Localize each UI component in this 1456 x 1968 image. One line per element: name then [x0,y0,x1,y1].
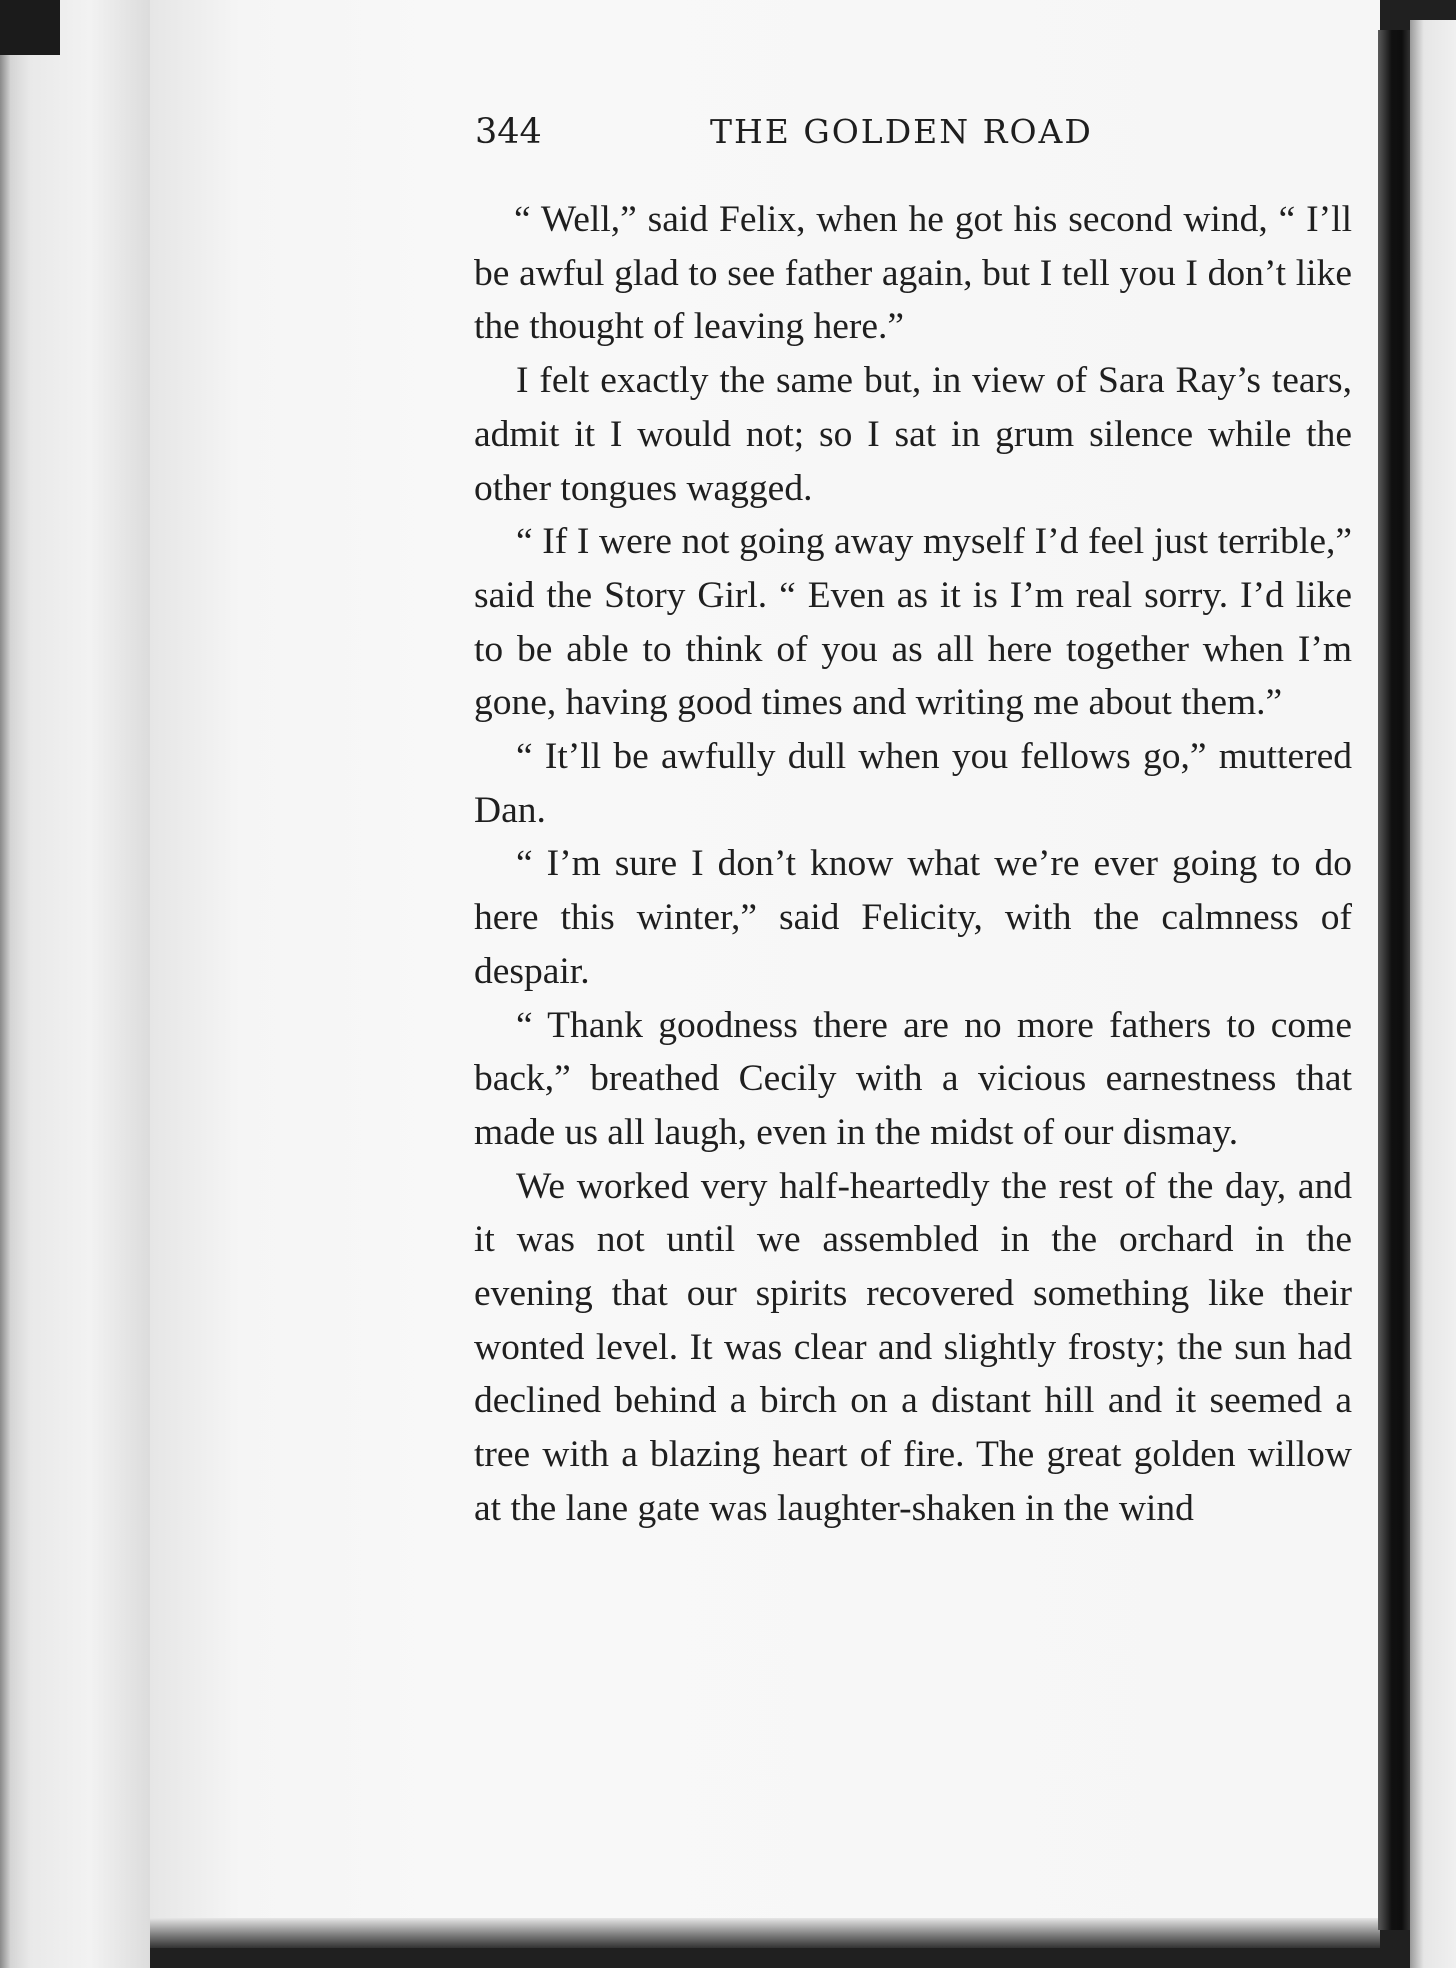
paragraph: I felt exactly the same but, in view of Sara Ray’s tears, admit it I would not; so I sat in grum silence while the other tongues wagged. [474,360,1352,509]
page-number: 344 [475,112,542,152]
page-bottom-edge [150,1918,1380,1948]
body-text [474,193,1352,1536]
paragraph: “ It’ll be awfully dull when you fellows go,” muttered Dan. [474,736,1352,831]
paragraph: “ Thank goodness there are no more fathers to come back,” breathed Cecily with a vicious earnestness that made us all laugh, even in the midst of our dismay. [474,1004,1352,1153]
page-header [475,112,1155,162]
paragraph: “ I’m sure I don’t know what we’re ever going to do here this winter,” said Felicity, with the calmness of despair. [474,843,1352,992]
facing-page-sliver [1410,20,1456,1968]
running-head: THE GOLDEN ROAD [710,112,1093,151]
page-edge-stack [0,0,150,1968]
book-gutter [1378,30,1412,1930]
paragraph: We worked very half-heartedly the rest of the day, and it was not until we assembled in the orchard in the evening that our spirits recovered something like their wonted level. It was clear and slightly frosty; the sun had declined behind a birch on a distant hill and it seemed a tree with a blazing heart of fire. The great golden willow at the lane gate was laughter-shaken in the wind [474,1165,1352,1529]
paragraph: “ Well,” said Felix, when he got his second wind, “ I’ll be awful glad to see father again, but I tell you I don’t like the thought of leaving here.” [474,199,1352,348]
scan-background-corner [0,0,60,55]
paragraph: “ If I were not going away myself I’d feel just terrible,” said the Story Girl. “ Even as it is I’m real sorry. I’d like to be able to think of you as all here together when I’m gone, having good times and writing me about them.” [474,521,1352,724]
